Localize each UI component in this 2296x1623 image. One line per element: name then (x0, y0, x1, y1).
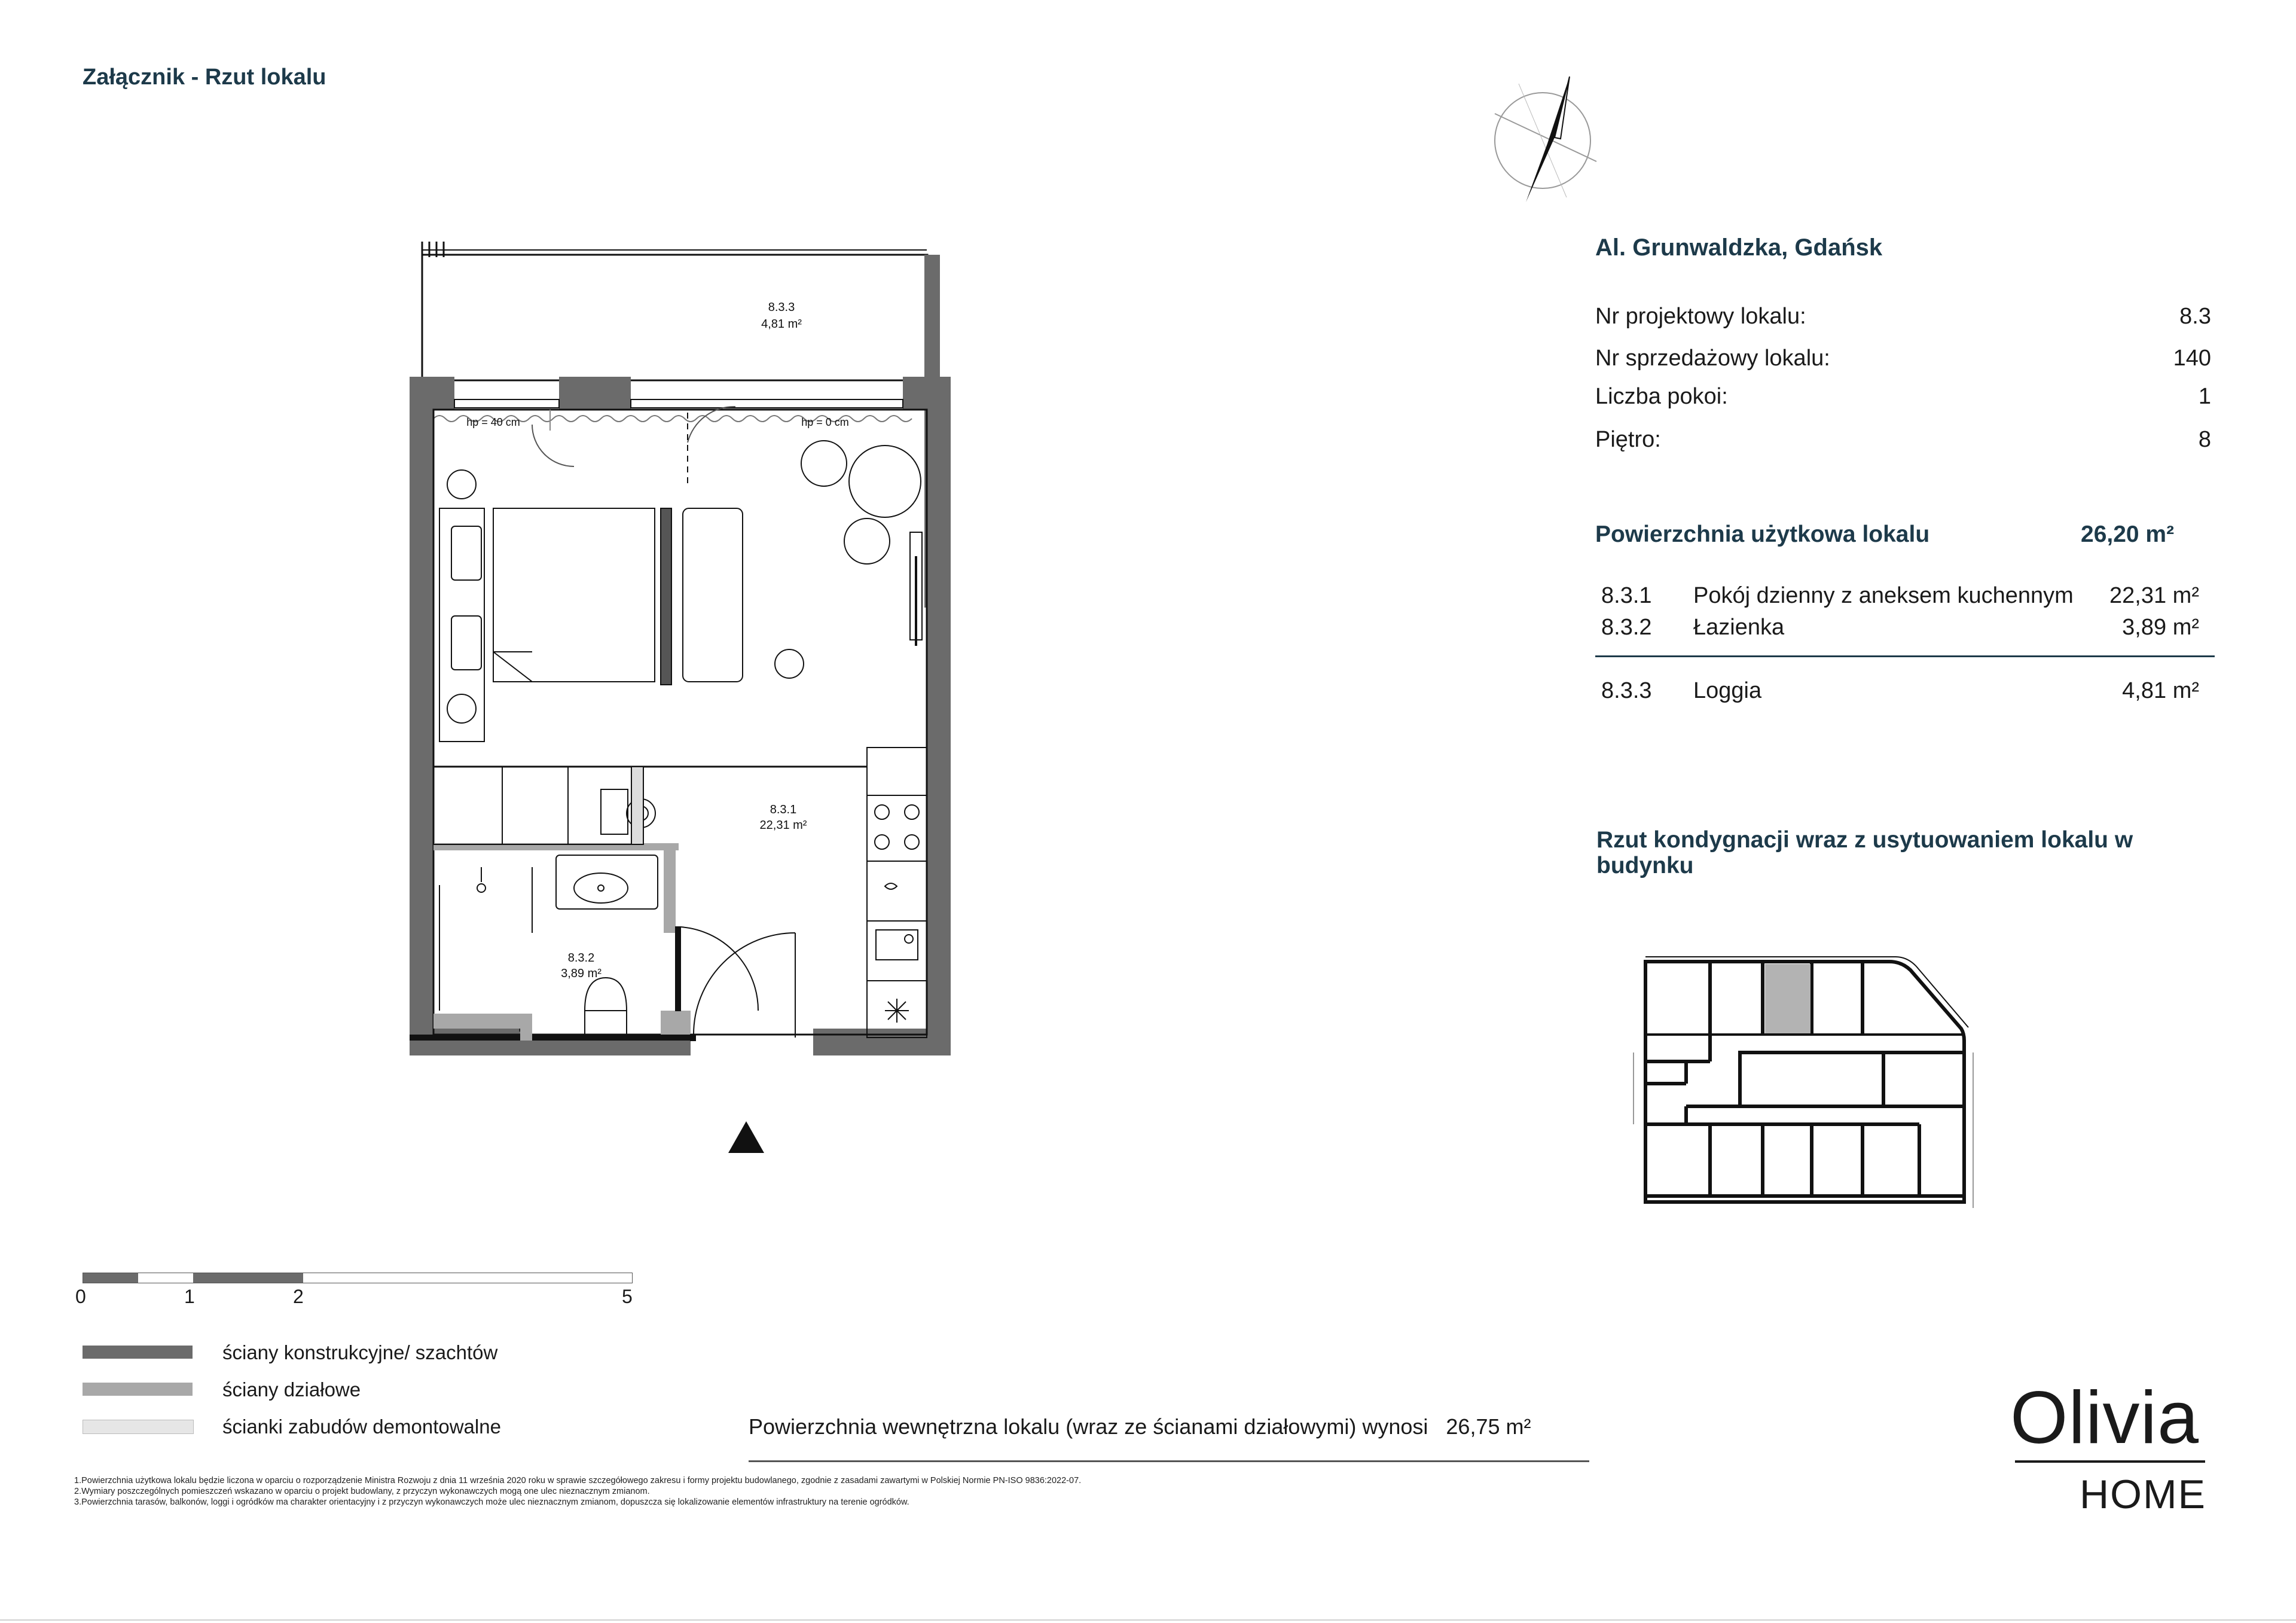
room-name: Łazienka (1693, 615, 1785, 640)
info-sales-number (1595, 346, 2211, 371)
info-project-number (1595, 304, 2211, 330)
legend-label: ściany działowe (222, 1378, 361, 1401)
info-room-count (1595, 384, 2211, 410)
room-area: 3,89 m² (2122, 615, 2199, 640)
bathroom-fixtures (439, 855, 658, 1035)
brand-logo: Olivia (2010, 1377, 2200, 1459)
floor-plan-title: Rzut kondygnacji wraz z usytuowaniem lokalu w budynku (1596, 827, 2133, 878)
room-area: 4,81 m² (2122, 678, 2199, 703)
legend-swatch-partition (83, 1383, 193, 1396)
info-label: Nr sprzedażowy lokalu: (1595, 346, 1830, 371)
legend-label: ściany konstrukcyjne/ szachtów (222, 1341, 498, 1363)
footnote: 1.Powierzchnia użytkowa lokalu będzie liczona w oparciu o rozporządzenie Ministra Rozwoju z dnia 11 września 2020 roku w sprawie szczegółowego zakresu i formy projektu budowlanego, zgodnie z zasadami zawartymi w Polskiej Normie PN-ISO 9836:2022-07. (74, 1476, 1082, 1485)
bath-area: 3,89 m² (561, 967, 602, 980)
room-name: Loggia (1693, 678, 1762, 703)
address: Al. Grunwaldzka, Gdańsk (1595, 234, 1883, 261)
legend-swatch-removable (83, 1420, 194, 1434)
entrance-door (691, 933, 795, 1041)
room-row (1601, 615, 2199, 640)
scale-bar (83, 1273, 633, 1283)
brand-subtitle: HOME (2080, 1472, 2206, 1517)
info-label: Piętro: (1595, 427, 1661, 452)
info-label: Nr projektowy lokalu: (1595, 304, 1806, 329)
divider (749, 1460, 1589, 1462)
footnote: 2.Wymiary poszczególnych pomieszczeń wskazano w oparciu o projekt budowlany, z przyczyn wykonawczych mogą one ulec nieznacznym zmianom. (74, 1487, 650, 1496)
internal-area-text: Powierzchnia wewnętrzna lokalu (wraz ze ścianami działowymi) wynosi 26,75 m² (749, 1414, 1531, 1439)
brand-divider (2015, 1460, 2205, 1463)
scale-tick-label: 1 (184, 1286, 195, 1307)
scale-tick-label: 5 (622, 1286, 633, 1307)
living-area: 22,31 m² (759, 819, 807, 832)
bath-id: 8.3.2 (567, 951, 595, 965)
info-value: 8.3 (2179, 304, 2211, 329)
building-key-plan (1626, 945, 1985, 1214)
room-row (1601, 678, 2199, 704)
usable-area-total: 26,20 m² (2081, 521, 2175, 547)
room-name: Pokój dzienny z aneksem kuchennym (1693, 583, 2074, 608)
scale-tick-label: 0 (75, 1286, 86, 1307)
entrance-arrow-icon (728, 1121, 764, 1153)
window-height-left: hp = 40 cm (466, 416, 520, 428)
page-title: Załącznik - Rzut lokalu (83, 65, 326, 90)
room-id: 8.3.2 (1601, 615, 1652, 640)
room-row (1601, 583, 2199, 609)
info-value: 8 (2198, 427, 2211, 452)
partition-walls (433, 843, 691, 1041)
page-border (0, 1619, 2296, 1621)
usable-area-title: Powierzchnia użytkowa lokalu (1595, 521, 1930, 547)
room-id: 8.3.1 (1601, 583, 1652, 608)
apartment-floor-plan (407, 233, 957, 1166)
footnote: 3.Powierzchnia tarasów, balkonów, loggi i ogródków ma charakter orientacyjny i z przyczyn wykonawczych może ulec nieznacznym zmianom, dopuszcza się lokalizowanie elementów infrastruktury na terenie ogródków. (74, 1497, 909, 1507)
room-area: 22,31 m² (2109, 583, 2199, 608)
window-height-right: hp = 0 cm (801, 416, 849, 428)
north-arrow-icon (1483, 72, 1602, 209)
living-id: 8.3.1 (770, 803, 797, 816)
loggia-area: 4,81 m² (761, 318, 802, 331)
bathroom-door (676, 927, 758, 1011)
divider (1595, 655, 2215, 657)
legend-swatch-structural (83, 1346, 193, 1359)
info-label: Liczba pokoi: (1595, 384, 1728, 409)
info-floor (1595, 427, 2211, 453)
room-id: 8.3.3 (1601, 678, 1652, 703)
living-furniture (439, 407, 922, 742)
loggia-id: 8.3.3 (768, 301, 795, 314)
info-value: 140 (2173, 346, 2211, 371)
legend-label: ścianki zabudów demontowalne (222, 1415, 501, 1438)
scale-tick-label: 2 (293, 1286, 304, 1307)
info-value: 1 (2198, 384, 2211, 409)
